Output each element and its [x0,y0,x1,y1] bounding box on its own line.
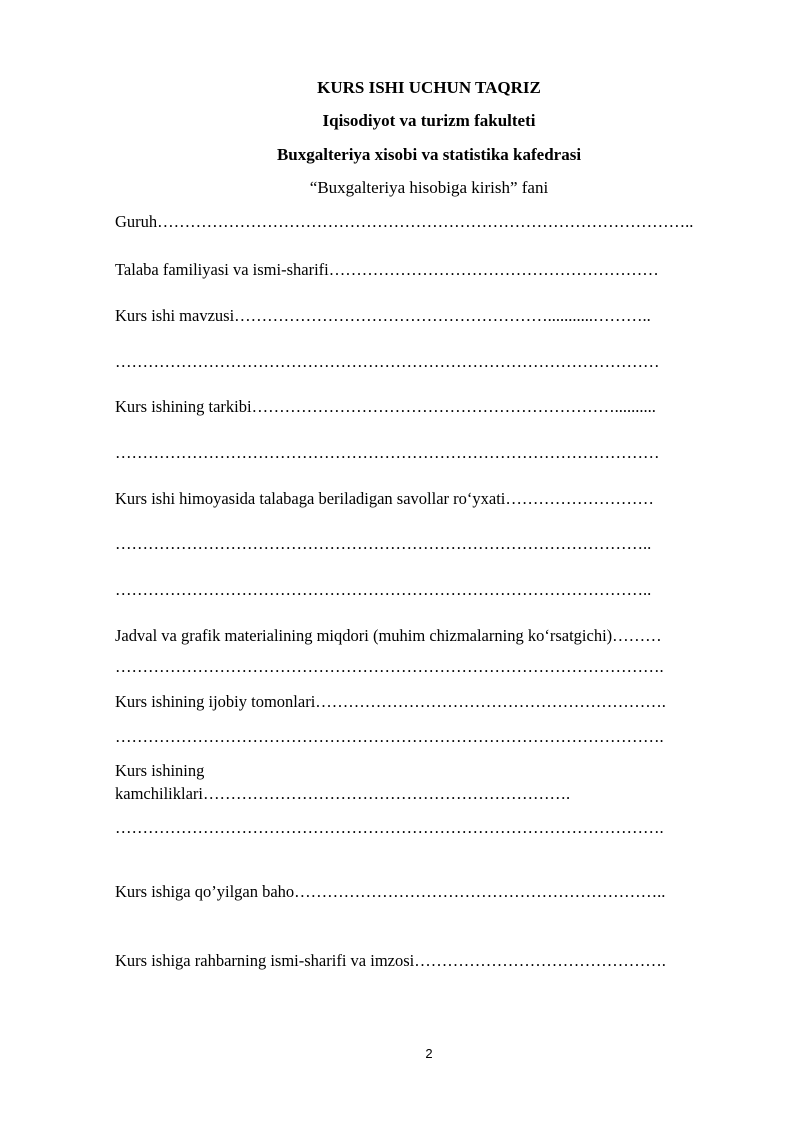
tables-field: Jadval va grafik materialining miqdori (muhim chizmalarning ko‘rsatgichi)……… [115,626,662,645]
topic-continuation-line: ……………………………………………………………………………………… [115,352,660,371]
subject-name: “Buxgalteriya hisobiga kirish” fani [309,178,549,197]
positives-continuation-line: ………………………………………………………………………………………. [115,727,664,746]
group-field: Guruh…………………………………………………………………………………….. [115,212,694,231]
structure-continuation-line: ……………………………………………………………………………………… [115,443,660,462]
questions-continuation-line-1: …………………………………………………………………………………….. [115,534,652,553]
shortcomings-field: kamchiliklari…………………………………………………………. [115,784,571,803]
shortcomings-label: Kurs ishining [115,761,205,780]
page-number: 2 [425,1046,433,1061]
questions-continuation-line-2: …………………………………………………………………………………….. [115,580,652,599]
supervisor-field: Kurs ishiga rahbarning ismi-sharifi va imzosi………………………………………. [115,951,666,970]
positives-field: Kurs ishining ijobiy tomonlari………………………………………………………. [115,692,666,711]
structure-field: Kurs ishining tarkibi………………………………………………………….......... [115,397,656,416]
document-title: KURS ISHI UCHUN TAQRIZ [317,78,541,97]
department-name: Buxgalteriya xisobi va statistika kafedrasi [276,145,582,164]
shortcomings-continuation-line: ………………………………………………………………………………………. [115,818,664,837]
faculty-name: Iqisodiyot va turizm fakulteti [322,111,536,130]
grade-field: Kurs ishiga qo’yilgan baho………………………………………………………….. [115,882,666,901]
questions-field: Kurs ishi himoyasida talabaga beriladigan savollar ro‘yxati……………………… [115,489,654,508]
topic-field: Kurs ishi mavzusi…………………………………………………...........……….. [115,306,651,325]
tables-continuation-line: ………………………………………………………………………………………. [115,657,664,676]
student-name-field: Talaba familiyasi va ismi-sharifi…………………………………………………… [115,260,659,279]
